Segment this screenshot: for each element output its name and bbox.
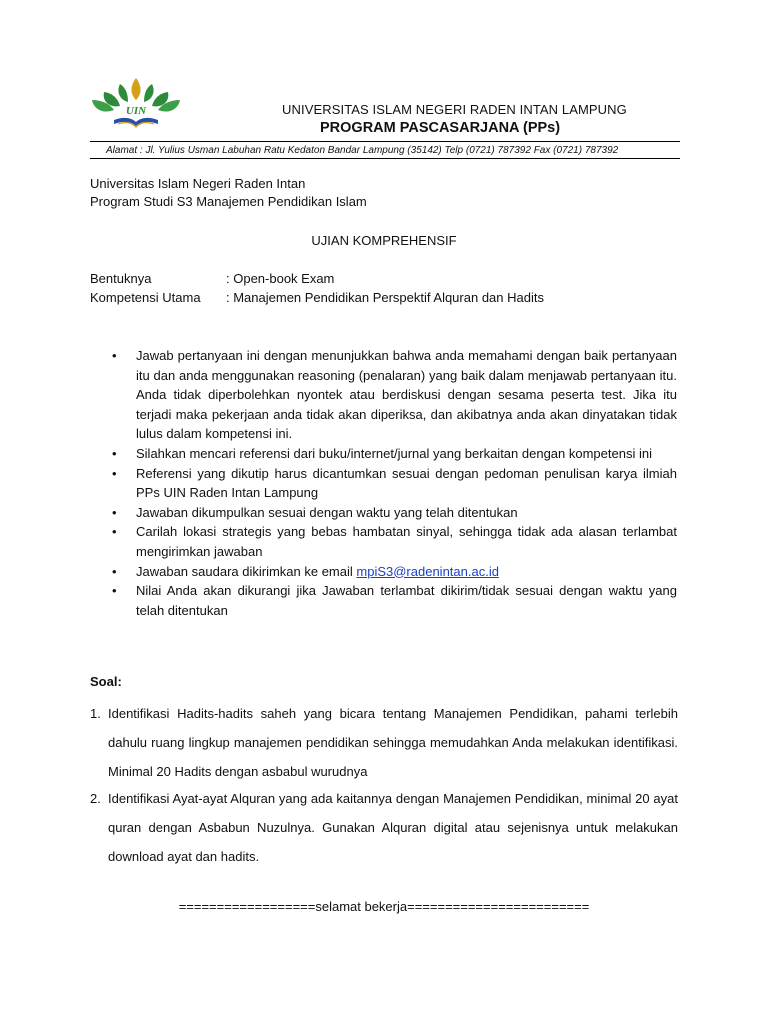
institution-line: Universitas Islam Negeri Raden Intan bbox=[90, 176, 306, 191]
instruction-text: Referensi yang dikutip harus dicantumkan sesuai dengan pedoman penulisan karya ilmiah PPs UIN Raden Intan Lampung bbox=[136, 465, 677, 501]
bullet-icon: • bbox=[112, 524, 117, 540]
instruction-item bbox=[112, 503, 677, 523]
instructions-list bbox=[112, 346, 677, 620]
logo-text: UIN bbox=[125, 105, 147, 117]
question-text: Identifikasi Hadits-hadits saheh yang bicara tentang Manajemen Pendidikan, pahami terlebih dahulu ruang lingkup manajemen pendidikan sehingga memudahkan Anda melakukan identifikasi. Minimal 20 Hadits dengan asbabul wurudnya bbox=[108, 706, 678, 779]
closing-line: ==================selamat bekerja======================== bbox=[178, 899, 590, 914]
instruction-text: Carilah lokasi strategis yang bebas hambatan sinyal, sehingga tidak ada alasan terlambat mengirimkan jawaban bbox=[136, 524, 677, 559]
instruction-text: Jawaban saudara dikirimkan ke email bbox=[136, 563, 357, 579]
address-line: Alamat : Jl. Yulius Usman Labuhan Ratu Kedaton Bandar Lampung (35142) Telp (0721) 787392 Fax (0721) 787392 bbox=[106, 145, 619, 156]
study-program-line: Program Studi S3 Manajemen Pendidikan Islam bbox=[90, 194, 367, 209]
header-rule-bottom bbox=[90, 158, 680, 159]
instruction-text: Silahkan mencari referensi dari buku/internet/jurnal yang berkaitan dengan kompetensi ini bbox=[136, 445, 652, 461]
question-number: 1. bbox=[90, 706, 101, 721]
instruction-text: Nilai Anda akan dikurangi jika Jawaban terlambat dikirim/tidak sesuai dengan waktu yang telah ditentukan bbox=[136, 583, 677, 618]
instruction-item bbox=[112, 444, 677, 464]
bullet-icon: • bbox=[112, 563, 117, 579]
instruction-item-email bbox=[112, 562, 677, 582]
soal-heading: Soal: bbox=[90, 674, 122, 689]
question-number: 2. bbox=[90, 791, 101, 806]
instruction-text: Jawaban dikumpulkan sesuai dengan waktu yang telah ditentukan bbox=[136, 504, 518, 520]
instruction-text: Jawab pertanyaan ini dengan menunjukkan bahwa anda memahami dengan baik pertanyaan itu dan anda menggunakan reasoning (penalaran) yang baik dalam menjawab pertanyaan itu. Anda tidak diperbolehkan nyontek atau berdiskusi dengan sesama peserta test. Jika itu terjadi maka pekerjaan anda tidak akan diperiksa, dan akibatnya anda akan dinyatakan tidak lulus dalam kompetensi ini. bbox=[136, 348, 677, 442]
detail-label-competency: Kompetensi Utama bbox=[90, 290, 201, 305]
logo-book bbox=[114, 118, 158, 126]
question-item bbox=[90, 700, 678, 786]
bullet-icon: • bbox=[112, 504, 117, 520]
bullet-icon: • bbox=[112, 583, 117, 599]
question-item bbox=[90, 785, 678, 871]
instruction-item bbox=[112, 346, 677, 444]
university-name: UNIVERSITAS ISLAM NEGERI RADEN INTAN LAMPUNG bbox=[282, 102, 627, 117]
instruction-item bbox=[112, 464, 677, 503]
detail-value-form: : Open-book Exam bbox=[226, 271, 335, 286]
university-logo bbox=[90, 74, 182, 130]
detail-value-competency: : Manajemen Pendidikan Perspektif Alquran dan Hadits bbox=[226, 290, 544, 305]
question-text: Identifikasi Ayat-ayat Alquran yang ada kaitannya dengan Manajemen Pendidikan, minimal 20 ayat quran dengan Asbabun Nuzulnya. Gunakan Alquran digital atau sejenisnya untuk melakukan download ayat dan hadits. bbox=[108, 791, 678, 864]
instruction-item bbox=[112, 581, 677, 620]
bullet-icon: • bbox=[112, 445, 117, 461]
email-link[interactable]: mpiS3@radenintan.ac.id bbox=[356, 563, 499, 579]
instruction-item bbox=[112, 522, 677, 561]
bullet-icon: • bbox=[112, 465, 117, 481]
detail-label-form: Bentuknya bbox=[90, 271, 152, 286]
header-rule-top bbox=[90, 141, 680, 142]
program-name: PROGRAM PASCASARJANA (PPs) bbox=[320, 120, 561, 136]
exam-title: UJIAN KOMPREHENSIF bbox=[311, 233, 457, 248]
bullet-icon: • bbox=[112, 348, 117, 363]
